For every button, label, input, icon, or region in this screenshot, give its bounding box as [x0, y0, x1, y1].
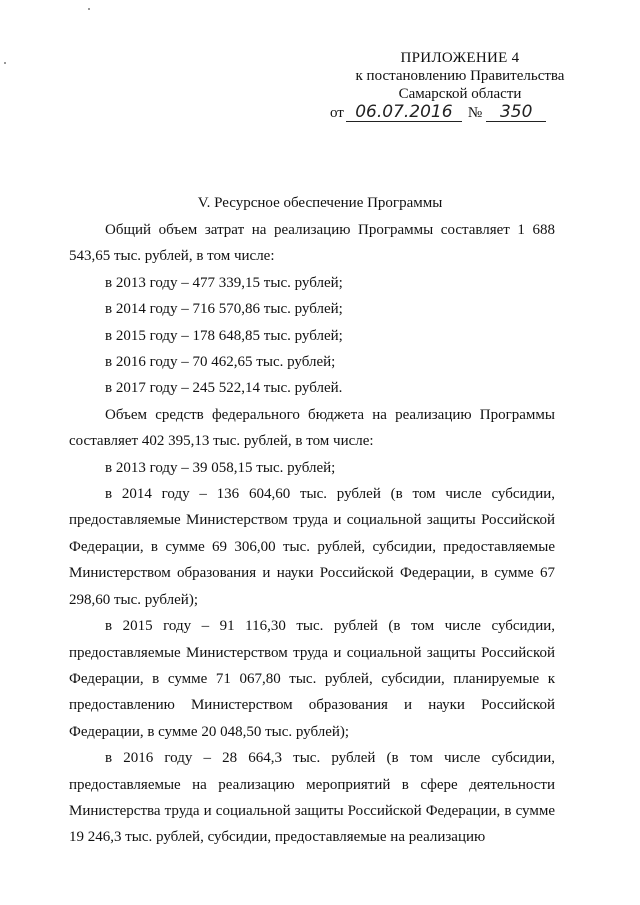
- paragraph: в 2015 году – 91 116,30 тыс. рублей (в том числе субсидии, предоставляемые Министерством труда и социальной защиты Российской Федерации, в сумме 71 067,80 тыс. рублей, субсидии, планируемые к предоставлению Министерством образования и науки Российской Федерации, в сумме 20 048,50 тыс. рублей);: [69, 618, 555, 740]
- handwritten-number: 350: [486, 103, 546, 122]
- appendix-header: [300, 49, 620, 103]
- handwritten-date: 06.07.2016: [346, 103, 462, 122]
- section-title: V. Ресурсное обеспечение Программы: [197, 195, 443, 211]
- date-prefix: от: [330, 105, 344, 121]
- appendix-subtitle: к постановлению Правительства: [355, 68, 565, 84]
- list-item: в 2016 году – 70 462,65 тыс. рублей;: [105, 354, 336, 371]
- list-item: в 2015 году – 178 648,85 тыс. рублей;: [105, 327, 343, 344]
- appendix-title: ПРИЛОЖЕНИЕ 4: [400, 50, 520, 66]
- document-body: [69, 217, 555, 851]
- scan-speck: [4, 62, 6, 64]
- paragraph: в 2016 году – 28 664,3 тыс. рублей (в том числе субсидии, предоставляемые на реализацию мероприятий в сфере деятельности Министерства труда и социальной защиты Российской Федерации, в сумме 19 246,3 тыс. рублей, субсидии, предоставляемые на реализацию: [69, 750, 555, 846]
- appendix-authority: Самарской области: [398, 86, 522, 102]
- list-item: в 2013 году – 477 339,15 тыс. рублей;: [105, 274, 343, 291]
- paragraph: Общий объем затрат на реализацию Программы составляет 1 688 543,65 тыс. рублей, в том числе:: [69, 222, 555, 265]
- number-sign: №: [467, 105, 483, 121]
- scan-speck: [88, 8, 90, 10]
- paragraph: Объем средств федерального бюджета на реализацию Программы составляет 402 395,13 тыс. рублей, в том числе:: [69, 406, 555, 450]
- decree-date-number: [330, 102, 546, 124]
- list-item: в 2014 году – 716 570,86 тыс. рублей;: [105, 301, 343, 318]
- list-item: в 2013 году – 39 058,15 тыс. рублей;: [105, 459, 336, 476]
- paragraph: в 2014 году – 136 604,60 тыс. рублей (в том числе субсидии, предоставляемые Министерством труда и социальной защиты Российской Федерации, в сумме 69 306,00 тыс. рублей, субсидии, предоставляемые Министерством образования и науки Российской Федерации, в сумме 67 298,60 тыс. рублей);: [69, 486, 555, 608]
- list-item: в 2017 году – 245 522,14 тыс. рублей.: [105, 380, 343, 397]
